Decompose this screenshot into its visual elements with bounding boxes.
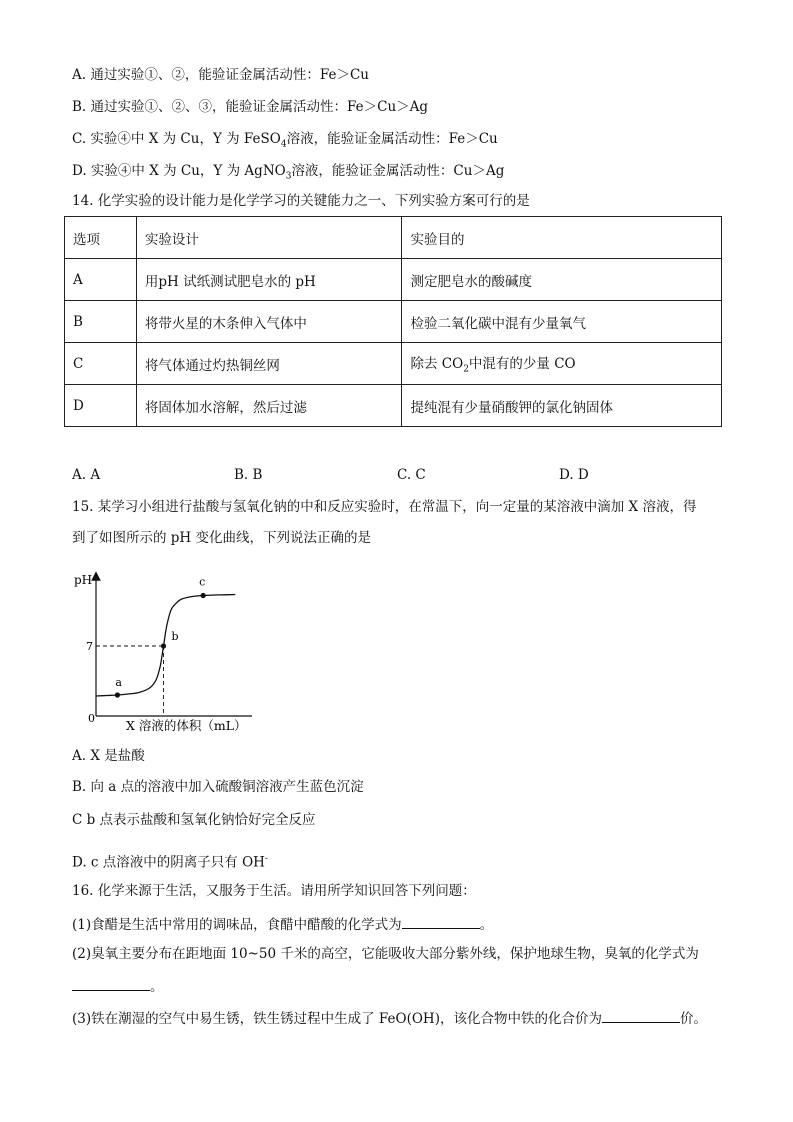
q14-stem: 14. 化学实验的设计能力是化学学习的关键能力之一、下列实验方案可行的是 <box>72 193 530 209</box>
row-design: 将带火星的木条伸入气体中 <box>136 301 402 343</box>
row-option: D <box>65 385 137 427</box>
q13-option-c-tail: 溶液，能验证金属活动性：Fe＞Cu <box>286 131 498 147</box>
row-purpose-text: 除去 CO <box>410 356 464 373</box>
table-row <box>65 301 722 343</box>
q14-answer-b: B. B <box>234 467 263 483</box>
q16-part2: (2)臭氧主要分布在距地面 10~50 千米的高空，它能吸收大部分紫外线，保护地球生物，臭氧的化学式为 <box>72 946 699 962</box>
q13-option-d-text: D. 实验④中 X 为 Cu，Y 为 AgNO <box>72 163 286 179</box>
q14-table <box>64 216 722 427</box>
q15-stem-line2: 到了如图所示的 pH 变化曲线，下列说法正确的是 <box>72 530 371 546</box>
header-purpose: 实验目的 <box>402 217 722 259</box>
row-option: B <box>65 301 137 343</box>
row-purpose <box>402 343 722 385</box>
data-points <box>115 576 206 698</box>
y-axis-label: pH <box>74 573 93 587</box>
q14-answer-d: D. D <box>559 467 589 483</box>
table-row <box>65 343 722 385</box>
q13-option-b: B. 通过实验①、②、③，能验证金属活动性：Fe＞Cu＞Ag <box>72 99 429 115</box>
q15-stem-line1: 15. 某学习小组进行盐酸与氢氧化钠的中和反应实验时，在常温下，向一定量的某溶液中滴加 X 溶液，得 <box>72 499 697 515</box>
q13-option-d-sub: 3 <box>285 171 292 182</box>
q13-option-a: A. 通过实验①、②，能验证金属活动性：Fe＞Cu <box>72 67 369 83</box>
row-purpose: 提纯混有少量硝酸钾的氯化钠固体 <box>402 385 722 427</box>
q16-part1-end: 。 <box>479 917 494 933</box>
q16-part2-end: 。 <box>150 979 164 995</box>
q13-option-c <box>72 130 498 154</box>
q15-option-c: C b 点表示盐酸和氢氧化钠恰好完全反应 <box>72 812 316 828</box>
row-purpose-sub: 2 <box>463 364 469 375</box>
data-point-a <box>115 692 120 697</box>
q16-part1-text: (1)食醋是生活中常用的调味品，食醋中醋酸的化学式为 <box>72 917 402 933</box>
table-row <box>65 259 722 301</box>
row-purpose: 测定肥皂水的酸碱度 <box>402 259 722 301</box>
q16-part2-cont <box>72 976 164 996</box>
row-design: 将气体通过灼热铜丝网 <box>136 343 402 385</box>
row-option: A <box>65 259 137 301</box>
data-point-label-a: a <box>115 676 122 689</box>
q15-option-b: B. 向 a 点的溶液中加入硫酸铜溶液产生蓝色沉淀 <box>72 779 364 795</box>
q14-answer-c: C. C <box>397 467 426 483</box>
row-purpose-tail: 中混有的少量 CO <box>468 356 576 373</box>
q15-option-a: A. X 是盐酸 <box>72 748 145 764</box>
table-row <box>65 385 722 427</box>
q16-part3 <box>72 1008 707 1028</box>
q14-answer-a: A. A <box>72 467 101 483</box>
answer-blank-1[interactable] <box>402 914 480 929</box>
ph-chart <box>60 568 260 734</box>
data-point-label-b: b <box>171 630 179 643</box>
data-point-label-c: c <box>199 575 206 589</box>
row-design: 将固体加水溶解，然后过滤 <box>136 385 402 427</box>
y-tick-label: 7 <box>86 640 93 653</box>
q15-option-d-sup: - <box>264 854 268 864</box>
row-option: C <box>65 343 137 385</box>
answer-blank-3[interactable] <box>602 1008 680 1023</box>
q13-option-d-tail: 溶液，能验证金属活动性：Cu＞Ag <box>291 163 505 179</box>
data-point-b <box>161 643 166 648</box>
table-header-row <box>65 217 722 259</box>
q13-option-d <box>72 162 504 186</box>
header-option: 选项 <box>65 217 137 259</box>
q13-option-c-text: C. 实验④中 X 为 Cu，Y 为 FeSO <box>72 131 281 147</box>
q15-option-d-text: D. c 点溶液中的阴离子只有 OH <box>72 854 265 871</box>
q16-part3-text: (3)铁在潮湿的空气中易生锈，铁生锈过程中生成了 FeO(OH)，该化合物中铁的化合价为 <box>72 1011 602 1027</box>
q16-part1 <box>72 914 493 934</box>
data-point-c <box>201 593 206 598</box>
q13-option-c-sub: 4 <box>280 139 287 150</box>
answer-blank-2[interactable] <box>72 976 150 991</box>
q16-stem: 16. 化学来源于生活，又服务于生活。请用所学知识回答下列问题： <box>72 883 476 899</box>
x-axis-label: X 溶液的体积（mL） <box>126 718 247 733</box>
row-design: 用pH 试纸测试肥皂水的 pH <box>136 259 402 301</box>
origin-label: 0 <box>88 712 95 725</box>
q15-option-d <box>72 850 268 872</box>
header-design: 实验设计 <box>136 217 402 259</box>
row-purpose: 检验二氧化碳中混有少量氧气 <box>402 301 722 343</box>
q16-part3-end: 价。 <box>679 1011 707 1027</box>
